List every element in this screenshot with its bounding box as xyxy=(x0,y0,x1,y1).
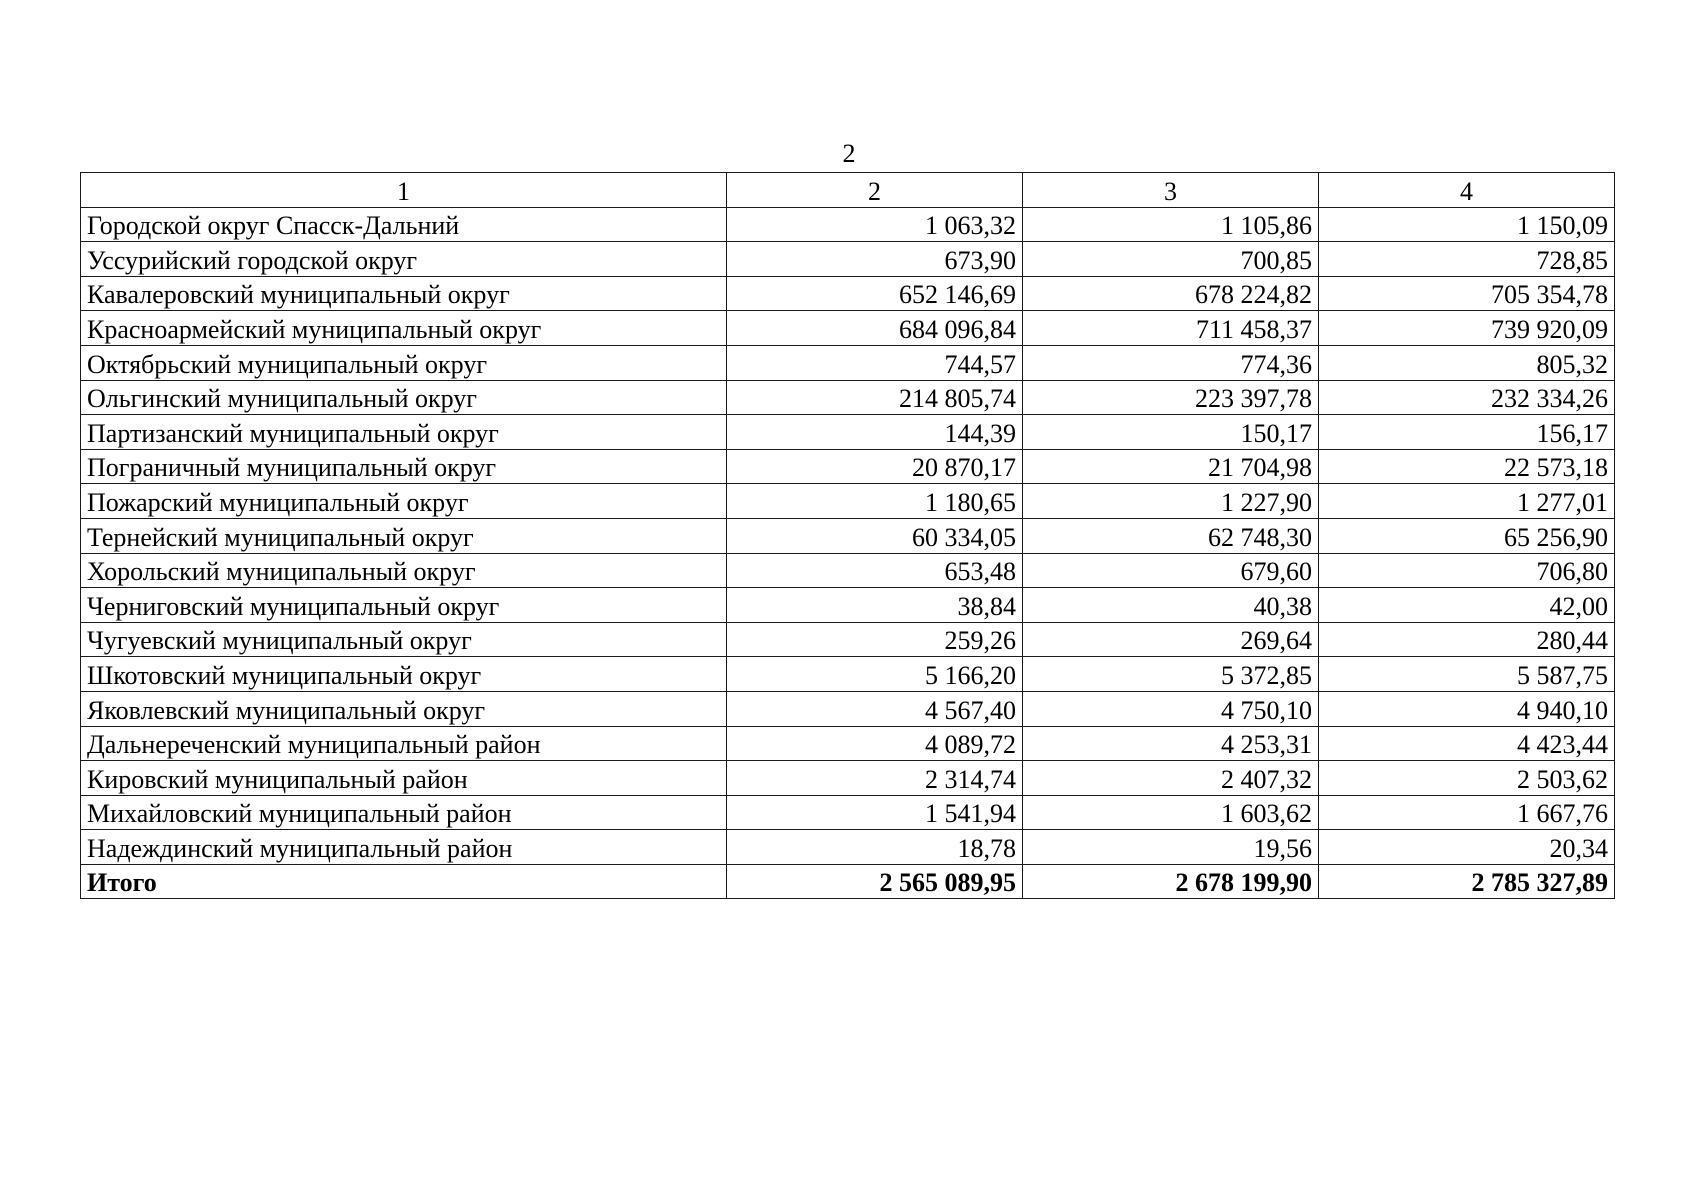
value-col-3: 1 227,90 xyxy=(1023,484,1319,519)
table-row xyxy=(81,830,1615,865)
table-row xyxy=(81,553,1615,588)
total-row xyxy=(81,864,1615,899)
value-col-2: 144,39 xyxy=(727,415,1023,450)
municipality-name: Чугуевский муниципальный округ xyxy=(81,622,727,657)
value-col-4: 2 503,62 xyxy=(1319,761,1615,796)
column-header-3: 3 xyxy=(1023,173,1319,208)
value-col-3: 21 704,98 xyxy=(1023,449,1319,484)
table-row xyxy=(81,795,1615,830)
table-row xyxy=(81,415,1615,450)
table-row xyxy=(81,276,1615,311)
value-col-3: 700,85 xyxy=(1023,242,1319,277)
value-col-4: 65 256,90 xyxy=(1319,518,1615,553)
value-col-3: 150,17 xyxy=(1023,415,1319,450)
column-header-2: 2 xyxy=(727,173,1023,208)
table-row xyxy=(81,449,1615,484)
value-col-4: 4 423,44 xyxy=(1319,726,1615,761)
table-row xyxy=(81,588,1615,623)
value-col-2: 673,90 xyxy=(727,242,1023,277)
municipality-name: Уссурийский городской округ xyxy=(81,242,727,277)
municipality-name: Дальнереченский муниципальный район xyxy=(81,726,727,761)
value-col-2: 5 166,20 xyxy=(727,657,1023,692)
value-col-2: 20 870,17 xyxy=(727,449,1023,484)
table-row xyxy=(81,622,1615,657)
municipality-name: Красноармейский муниципальный округ xyxy=(81,311,727,346)
value-col-4: 156,17 xyxy=(1319,415,1615,450)
value-col-4: 5 587,75 xyxy=(1319,657,1615,692)
municipality-name: Городской округ Спасск-Дальний xyxy=(81,207,727,242)
municipality-name: Тернейский муниципальный округ xyxy=(81,518,727,553)
value-col-4: 20,34 xyxy=(1319,830,1615,865)
municipality-name: Хорольский муниципальный округ xyxy=(81,553,727,588)
total-label: Итого xyxy=(81,864,727,899)
value-col-3: 774,36 xyxy=(1023,345,1319,380)
value-col-2: 4 567,40 xyxy=(727,691,1023,726)
value-col-4: 739 920,09 xyxy=(1319,311,1615,346)
value-col-4: 1 150,09 xyxy=(1319,207,1615,242)
table-body xyxy=(81,207,1615,899)
value-col-3: 269,64 xyxy=(1023,622,1319,657)
municipality-name: Яковлевский муниципальный округ xyxy=(81,691,727,726)
value-col-3: 1 105,86 xyxy=(1023,207,1319,242)
value-col-3: 4 253,31 xyxy=(1023,726,1319,761)
value-col-4: 706,80 xyxy=(1319,553,1615,588)
value-col-4: 728,85 xyxy=(1319,242,1615,277)
value-col-2: 18,78 xyxy=(727,830,1023,865)
value-col-2: 38,84 xyxy=(727,588,1023,623)
value-col-3: 2 407,32 xyxy=(1023,761,1319,796)
column-header-4: 4 xyxy=(1319,173,1615,208)
column-number-header-row xyxy=(81,173,1615,208)
value-col-4: 42,00 xyxy=(1319,588,1615,623)
municipality-name: Шкотовский муниципальный округ xyxy=(81,657,727,692)
table-row xyxy=(81,242,1615,277)
value-col-2: 2 314,74 xyxy=(727,761,1023,796)
table-row xyxy=(81,311,1615,346)
value-col-2: 4 089,72 xyxy=(727,726,1023,761)
value-col-4: 705 354,78 xyxy=(1319,276,1615,311)
value-col-3: 62 748,30 xyxy=(1023,518,1319,553)
value-col-3: 4 750,10 xyxy=(1023,691,1319,726)
table-row xyxy=(81,207,1615,242)
municipality-name: Пожарский муниципальный округ xyxy=(81,484,727,519)
table-row xyxy=(81,380,1615,415)
value-col-3: 1 603,62 xyxy=(1023,795,1319,830)
value-col-3: 711 458,37 xyxy=(1023,311,1319,346)
value-col-2: 1 541,94 xyxy=(727,795,1023,830)
value-col-3: 19,56 xyxy=(1023,830,1319,865)
page-number: 2 xyxy=(842,139,856,168)
table-row xyxy=(81,726,1615,761)
value-col-3: 5 372,85 xyxy=(1023,657,1319,692)
total-col-2: 2 565 089,95 xyxy=(727,864,1023,899)
table-row xyxy=(81,518,1615,553)
table-row xyxy=(81,657,1615,692)
column-header-1: 1 xyxy=(81,173,727,208)
table-row xyxy=(81,345,1615,380)
value-col-2: 214 805,74 xyxy=(727,380,1023,415)
total-col-3: 2 678 199,90 xyxy=(1023,864,1319,899)
municipality-name: Партизанский муниципальный округ xyxy=(81,415,727,450)
budget-table xyxy=(80,172,1615,899)
value-col-4: 1 277,01 xyxy=(1319,484,1615,519)
value-col-2: 744,57 xyxy=(727,345,1023,380)
value-col-4: 280,44 xyxy=(1319,622,1615,657)
value-col-4: 1 667,76 xyxy=(1319,795,1615,830)
value-col-4: 22 573,18 xyxy=(1319,449,1615,484)
municipality-name: Надеждинский муниципальный район xyxy=(81,830,727,865)
value-col-3: 679,60 xyxy=(1023,553,1319,588)
municipality-name: Пограничный муниципальный округ xyxy=(81,449,727,484)
value-col-3: 40,38 xyxy=(1023,588,1319,623)
value-col-4: 4 940,10 xyxy=(1319,691,1615,726)
value-col-2: 60 334,05 xyxy=(727,518,1023,553)
total-col-4: 2 785 327,89 xyxy=(1319,864,1615,899)
value-col-2: 653,48 xyxy=(727,553,1023,588)
value-col-2: 259,26 xyxy=(727,622,1023,657)
municipality-name: Ольгинский муниципальный округ xyxy=(81,380,727,415)
value-col-2: 1 063,32 xyxy=(727,207,1023,242)
table-row xyxy=(81,484,1615,519)
table-row xyxy=(81,761,1615,796)
municipality-name: Октябрьский муниципальный округ xyxy=(81,345,727,380)
value-col-4: 232 334,26 xyxy=(1319,380,1615,415)
value-col-3: 678 224,82 xyxy=(1023,276,1319,311)
value-col-4: 805,32 xyxy=(1319,345,1615,380)
municipality-name: Черниговский муниципальный округ xyxy=(81,588,727,623)
value-col-3: 223 397,78 xyxy=(1023,380,1319,415)
municipality-name: Кавалеровский муниципальный округ xyxy=(81,276,727,311)
table-row xyxy=(81,691,1615,726)
value-col-2: 684 096,84 xyxy=(727,311,1023,346)
municipality-name: Кировский муниципальный район xyxy=(81,761,727,796)
value-col-2: 652 146,69 xyxy=(727,276,1023,311)
value-col-2: 1 180,65 xyxy=(727,484,1023,519)
municipality-name: Михайловский муниципальный район xyxy=(81,795,727,830)
